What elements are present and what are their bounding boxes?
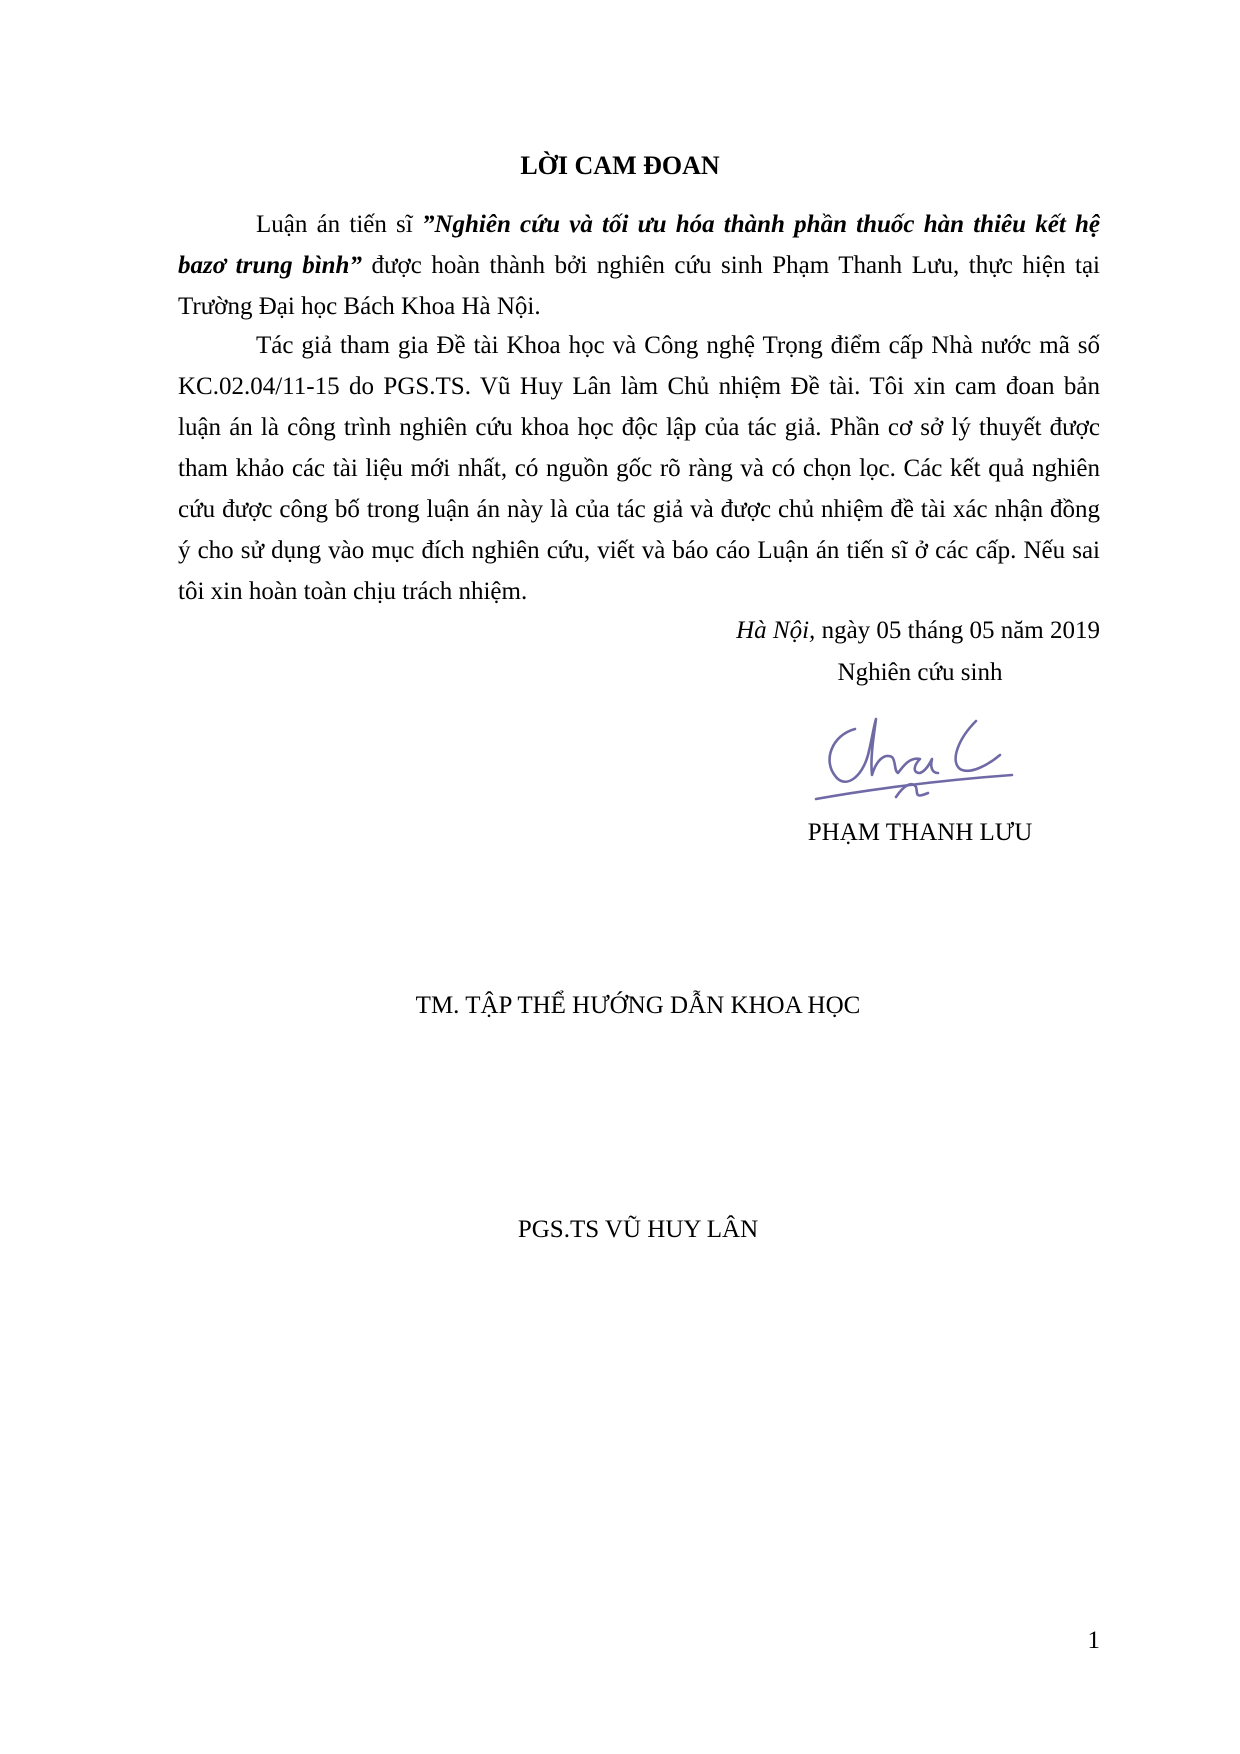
signature-stroke-right [956, 721, 1000, 771]
declaration-paragraph-1 [178, 204, 1100, 327]
date-text: ngày 05 tháng 05 năm 2019 [815, 617, 1100, 644]
author-name: PHẠM THANH LƯU [807, 819, 1033, 846]
declaration-title: LỜI CAM ĐOAN [520, 151, 720, 180]
declaration-paragraph-2: Tác giả tham gia Đề tài Khoa học và Công nghệ Trọng điểm cấp Nhà nước mã số KC.02.04/11-15 do PGS.TS. Vũ Huy Lân làm Chủ nhiệm Đề tài. Tôi xin cam đoan bản luận án là công trình nghiên cứu khoa học độc lập của tác giả. Phần cơ sở lý thuyết được tham khảo các tài liệu mới nhất, có nguồn gốc rõ ràng và có chọn lọc. Các kết quả nghiên cứu được công bố trong luận án này là của tác giả và được chủ nhiệm đề tài xác nhận đồng ý cho sử dụng vào mục đích nghiên cứu, viết và báo cáo Luận án tiến sĩ ở các cấp. Nếu sai tôi xin hoàn toàn chịu trách nhiệm. [178, 332, 1100, 605]
supervisor-name: PGS.TS VŨ HUY LÂN [517, 1216, 759, 1243]
paragraph-1-suffix: được hoàn thành bởi nghiên cứu sinh Phạm Thanh Lưu, thực hiện tại Trường Đại học Bách Khoa Hà Nội. [178, 252, 1100, 320]
signature-stroke-main [830, 719, 938, 782]
supervisor-heading: TM. TẬP THỂ HƯỚNG DẪN KHOA HỌC [415, 992, 861, 1019]
date-place: Hà Nội, [736, 617, 816, 644]
page-number: 1 [1087, 1627, 1100, 1654]
thesis-title: ”Nghiên cứu và tối ưu hóa thành phần thuốc hàn thiêu kết hệ bazơ trung bình” [178, 211, 1100, 279]
date-line [600, 610, 1100, 651]
paragraph-1-prefix: Luận án tiến sĩ [256, 211, 422, 238]
signature-stroke-underline [816, 775, 1012, 799]
author-signature-image [800, 695, 1020, 805]
author-role: Nghiên cứu sinh [837, 659, 1003, 686]
